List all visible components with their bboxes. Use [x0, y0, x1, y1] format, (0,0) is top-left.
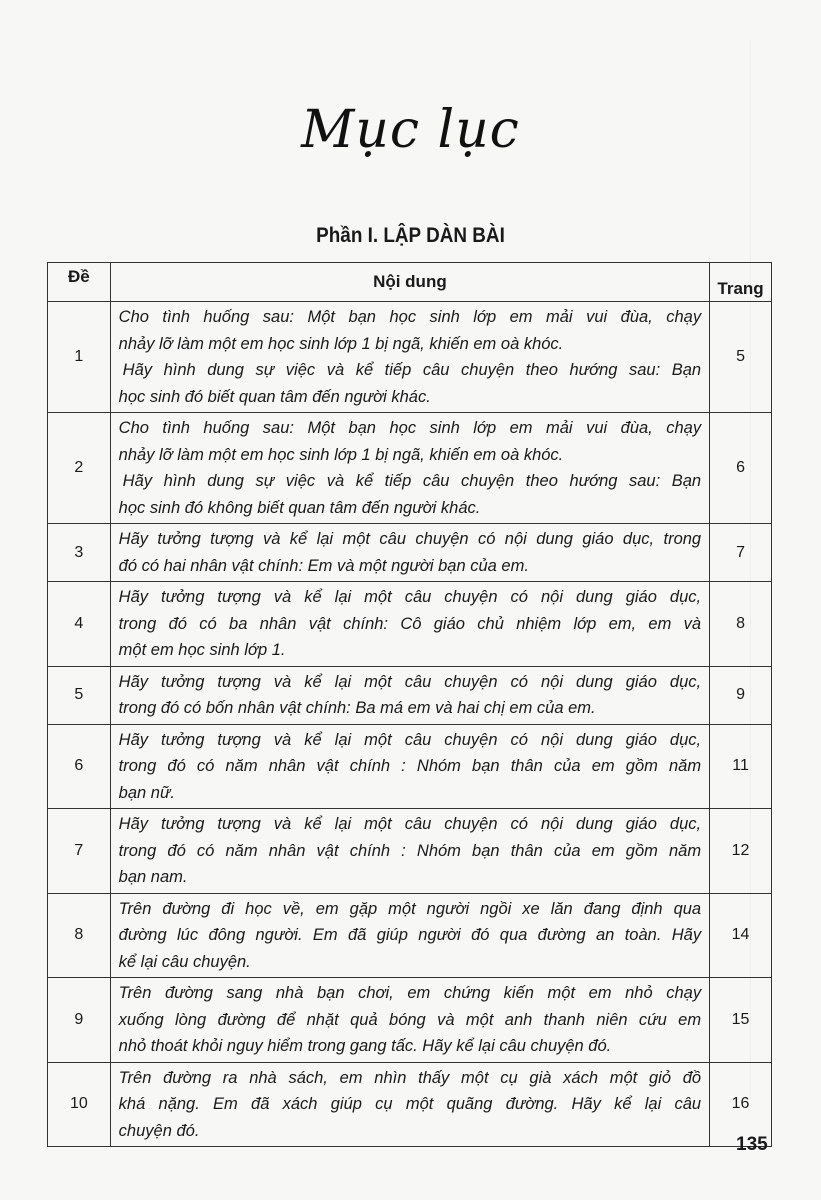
content-line: trong đó có năm nhân vật chính : Nhóm bạn thân của em gồm năm — [118, 841, 702, 860]
content-line: trong đó có ba nhân vật chính: Cô giáo chủ nhiệm lớp em, em và — [118, 614, 702, 633]
table-row — [48, 413, 772, 524]
page-ref: 15 — [710, 978, 772, 1063]
content-line: một em học sinh lớp 1. — [118, 641, 286, 659]
topic-content — [110, 893, 709, 978]
content-line: học sinh đó không biết quan tâm đến người khác. — [118, 498, 481, 517]
table-row — [48, 809, 772, 894]
page-number: 135 — [736, 1134, 768, 1155]
table-row — [48, 582, 772, 667]
content-line: nhảy lỡ làm một em học sinh lớp 1 bị ngã, khiến em oà khóc. — [118, 334, 564, 353]
header-page: Trang — [710, 263, 772, 302]
content-line: Hãy tưởng tượng và kể lại một câu chuyện có nội dung giáo dục, — [118, 588, 702, 606]
topic-number: 1 — [48, 302, 111, 413]
header-content: Nội dung — [110, 263, 709, 302]
page-ref: 7 — [710, 524, 772, 582]
topic-number: 2 — [48, 413, 111, 524]
content-line: kể lại câu chuyện. — [118, 952, 251, 971]
content-line: bạn nữ. — [118, 783, 176, 802]
topic-content — [110, 978, 709, 1063]
page-ref: 16 — [710, 1062, 772, 1147]
table-row — [48, 524, 772, 582]
table-row — [48, 666, 772, 724]
content-line: Trên đường ra nhà sách, em nhìn thấy một cụ già xách một giỏ đồ — [118, 1068, 702, 1087]
table-row — [48, 978, 772, 1063]
table-header-row — [48, 263, 772, 302]
header-number: Đề — [48, 263, 111, 302]
content-line: Cho tình huống sau: Một bạn học sinh lớp em mải vui đùa, chạy — [118, 308, 702, 326]
content-line: xuống lòng đường để nhặt quả bóng và một anh thanh niên cứu em — [118, 1010, 702, 1029]
content-line: Hãy hình dung sự việc và kể tiếp câu chuyện theo hướng sau: Bạn — [122, 472, 702, 490]
topic-content — [110, 809, 709, 894]
page-title: Mục lục — [301, 100, 520, 160]
topic-content — [110, 302, 709, 413]
page-ref: 11 — [710, 724, 772, 809]
content-line: đường lúc đông người. Em đã giúp người đó qua đường an toàn. Hãy — [118, 926, 702, 944]
content-line: trong đó có bốn nhân vật chính: Ba má em và hai chị em của em. — [118, 699, 596, 717]
content-line: Hãy tưởng tượng và kể lại một câu chuyện có nội dung giáo dục, — [118, 730, 702, 749]
section-heading: Phần I. LẬP DÀN BÀI — [316, 224, 505, 247]
content-line: Cho tình huống sau: Một bạn học sinh lớp em mải vui đùa, chạy — [118, 419, 702, 437]
topic-number: 7 — [48, 809, 111, 894]
content-line: chuyện đó. — [118, 1121, 200, 1140]
content-line: Hãy tưởng tượng và kể lại một câu chuyện có nội dung giáo dục, — [118, 815, 702, 833]
contents-table — [47, 262, 772, 1147]
topic-content — [110, 582, 709, 667]
table-row — [48, 302, 772, 413]
content-line: Hãy tưởng tượng và kể lại một câu chuyện có nội dung giáo dục, trong — [118, 530, 702, 548]
content-line: trong đó có năm nhân vật chính : Nhóm bạn thân của em gồm năm — [118, 757, 702, 775]
content-line: khá nặng. Em đã xách giúp cụ một quãng đường. Hãy kể lại câu — [118, 1095, 702, 1113]
table-row — [48, 893, 772, 978]
table-row — [48, 1062, 772, 1147]
topic-number: 8 — [48, 893, 111, 978]
page-ref: 8 — [710, 582, 772, 667]
content-line: Trên đường sang nhà bạn chơi, em chứng kiến một em nhỏ chạy — [118, 984, 702, 1002]
topic-number: 5 — [48, 666, 111, 724]
content-line: Trên đường đi học về, em gặp một người ngồi xe lăn đang định qua — [118, 899, 702, 918]
topic-content — [110, 666, 709, 724]
content-line: học sinh đó biết quan tâm đến người khác. — [118, 387, 431, 406]
topic-content — [110, 413, 709, 524]
content-line: Hãy hình dung sự việc và kể tiếp câu chuyện theo hướng sau: Bạn — [122, 361, 702, 379]
content-line: bạn nam. — [118, 868, 188, 886]
topic-number: 10 — [48, 1062, 111, 1147]
topic-number: 6 — [48, 724, 111, 809]
content-line: nhỏ thoát khỏi nguy hiểm trong gang tấc. Hãy kể lại câu chuyện đó. — [118, 1037, 612, 1055]
page-ref: 14 — [710, 893, 772, 978]
page-ref: 6 — [710, 413, 772, 524]
table-row — [48, 724, 772, 809]
content-line: Hãy tưởng tượng và kể lại một câu chuyện có nội dung giáo dục, — [118, 672, 702, 691]
topic-content — [110, 724, 709, 809]
topic-number: 9 — [48, 978, 111, 1063]
page-ref: 9 — [710, 666, 772, 724]
page-ref: 5 — [710, 302, 772, 413]
page-ref: 12 — [710, 809, 772, 894]
topic-number: 3 — [48, 524, 111, 582]
topic-content — [110, 1062, 709, 1147]
content-line: nhảy lỡ làm một em học sinh lớp 1 bị ngã, khiến em oà khóc. — [118, 445, 564, 464]
content-line: đó có hai nhân vật chính: Em và một người bạn của em. — [118, 556, 529, 575]
topic-number: 4 — [48, 582, 111, 667]
topic-content — [110, 524, 709, 582]
